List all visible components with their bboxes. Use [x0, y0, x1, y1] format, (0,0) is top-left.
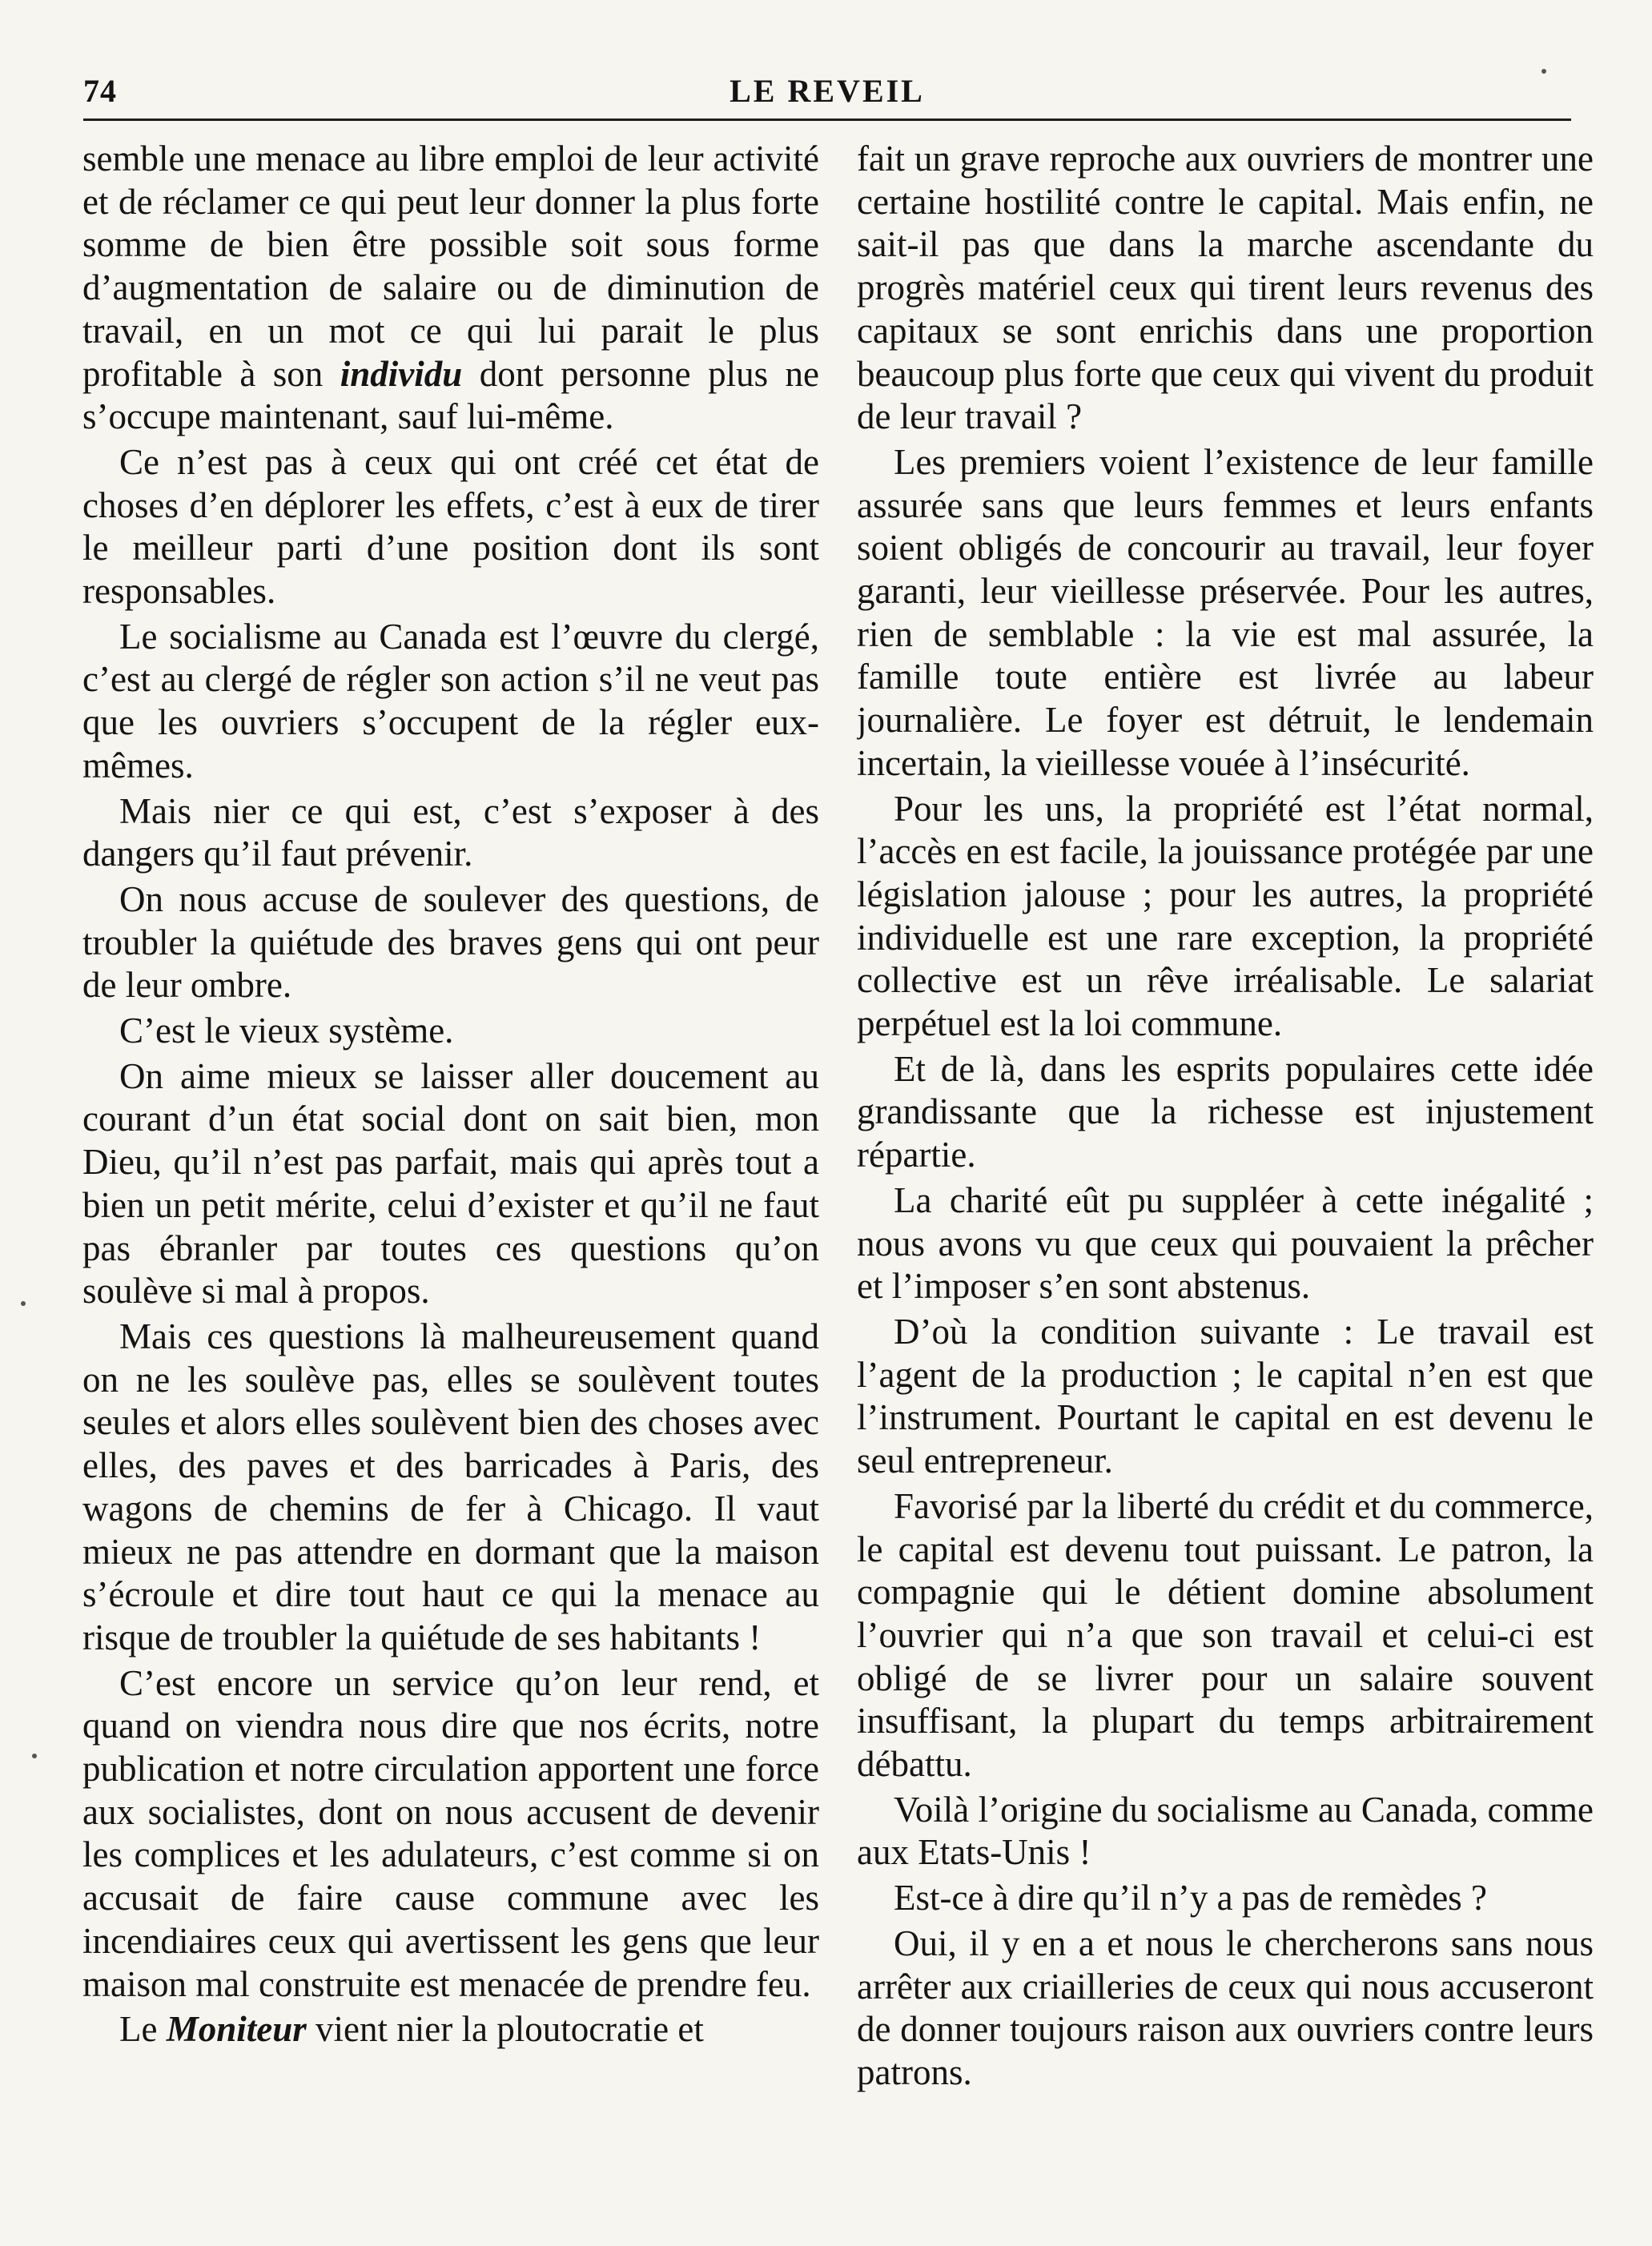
- paragraph: fait un grave reproche aux ouvriers de montrer une certaine hostilité contre le capital. Mais enfin, ne sait-il pas que dans la marche ascendante du progrès matériel ceux qui tirent leurs revenus des capitaux se sont enrichis dans une proportion beaucoup plus forte que ceux qui vivent du produit de leur travail ?: [857, 139, 1594, 437]
- left-column: [82, 138, 819, 2156]
- paragraph: La charité eût pu suppléer à cette inégalité ; nous avons vu que ceux qui pouvaient la prêcher et l’imposer s’en sont abstenus.: [857, 1179, 1594, 1307]
- page-number: 74: [83, 73, 117, 109]
- paragraph: C’est encore un service qu’on leur rend, et quand on viendra nous dire que nos écrits, notre publication et notre circulation apportent une force aux socialistes, dont on nous accusent de devenir les complices et les adulateurs, c’est comme si on accusait de faire cause commune avec les incendiaires ceux qui avertissent les gens que leur maison mal construite est menacée de prendre feu.: [82, 1662, 819, 2004]
- paragraph: semble une menace au libre emploi de leur activité et de réclamer ce qui peut leur donner la plus forte somme de bien être possible soit sous forme d’augmentation de salaire ou de diminution de travail, en un mot ce qui lui parait le plus profitable à son individu dont personne plus ne s’occupe maintenant, sauf lui-même.: [82, 139, 819, 437]
- paragraph: On nous accuse de soulever des questions, de troubler la quiétude des braves gens qui ont peur de leur ombre.: [82, 878, 819, 1006]
- print-speck: [21, 1301, 26, 1306]
- page-header: [83, 50, 1571, 114]
- running-title: LE REVEIL: [730, 73, 925, 109]
- print-speck: [1541, 69, 1546, 74]
- paragraph: Les premiers voient l’existence de leur famille assurée sans que leurs femmes et leurs enfants soient obligés de concourir au travail, leur foyer garanti, leur vieillesse préservée. Pour les autres, rien de semblable : la vie est mal assurée, la famille toute entière est livrée au labeur journalière. Le foyer est détruit, le lendemain incertain, la vieillesse vouée à l’insécurité.: [857, 441, 1594, 783]
- print-speck: [32, 1754, 37, 1758]
- paragraph: Et de là, dans les esprits populaires cette idée grandissante que la richesse est injustement répartie.: [857, 1048, 1594, 1175]
- paragraph: Mais ces questions là malheureusement quand on ne les soulève pas, elles se soulèvent toutes seules et alors elles soulèvent bien des choses avec elles, des paves et des barricades à Paris, des wagons de chemins de fer à Chicago. Il vaut mieux ne pas attendre en dormant que la maison s’écroule et dire tout haut ce qui la menace au risque de troubler la quiétude de ses habitants !: [82, 1316, 819, 1657]
- paragraph: C’est le vieux système.: [119, 1010, 454, 1051]
- right-column: [857, 138, 1594, 2156]
- paragraph: Est-ce à dire qu’il n’y a pas de remèdes ?: [894, 1878, 1487, 1919]
- paragraph: On aime mieux se laisser aller doucement au courant d’un état social dont on sait bien, mon Dieu, qu’il n’est pas parfait, mais qui après tout a bien un petit mérite, celui d’exister et qu’il ne faut pas ébranler par toutes ces questions qu’on soulève si mal à propos.: [82, 1055, 819, 1312]
- paragraph: Voilà l’origine du socialisme au Canada, comme aux Etats-Unis !: [857, 1789, 1594, 1873]
- header-rule: [83, 119, 1571, 121]
- paragraph: D’où la condition suivante : Le travail est l’agent de la production ; le capital n’en est que l’instrument. Pourtant le capital en est devenu le seul entrepreneur.: [857, 1311, 1594, 1481]
- paragraph: Le socialisme au Canada est l’œuvre du clergé, c’est au clergé de régler son action s’il ne veut pas que les ouvriers s’occupent de la régler eux-mêmes.: [82, 616, 819, 785]
- paragraph: Pour les uns, la propriété est l’état normal, l’accès en est facile, la jouissance protégée par une législation jalouse ; pour les autres, la propriété individuelle est une rare exception, la propriété collective est un rêve irréalisable. Le salariat perpétuel est la loi commune.: [857, 788, 1594, 1044]
- paragraph: Favorisé par la liberté du crédit et du commerce, le capital est devenu tout puissant. Le patron, la compagnie qui le détient domine absolument l’ouvrier qui n’a que son travail et celui-ci est obligé de se livrer pour un salaire souvent insuffisant, la plupart du temps arbitrairement débattu.: [857, 1485, 1594, 1785]
- paragraph: Le Moniteur vient nier la ploutocratie et: [119, 2009, 704, 2050]
- paragraph: Mais nier ce qui est, c’est s’exposer à des dangers qu’il faut prévenir.: [82, 790, 819, 874]
- paragraph: Ce n’est pas à ceux qui ont créé cet état de choses d’en déplorer les effets, c’est à eux de tirer le meilleur parti d’une position dont ils sont responsables.: [82, 441, 819, 612]
- paragraph: Oui, il y en a et nous le chercherons sans nous arrêter aux criailleries de ceux qui nous accuseront de donner toujours raison aux ouvriers contre leurs patrons.: [857, 1923, 1594, 2092]
